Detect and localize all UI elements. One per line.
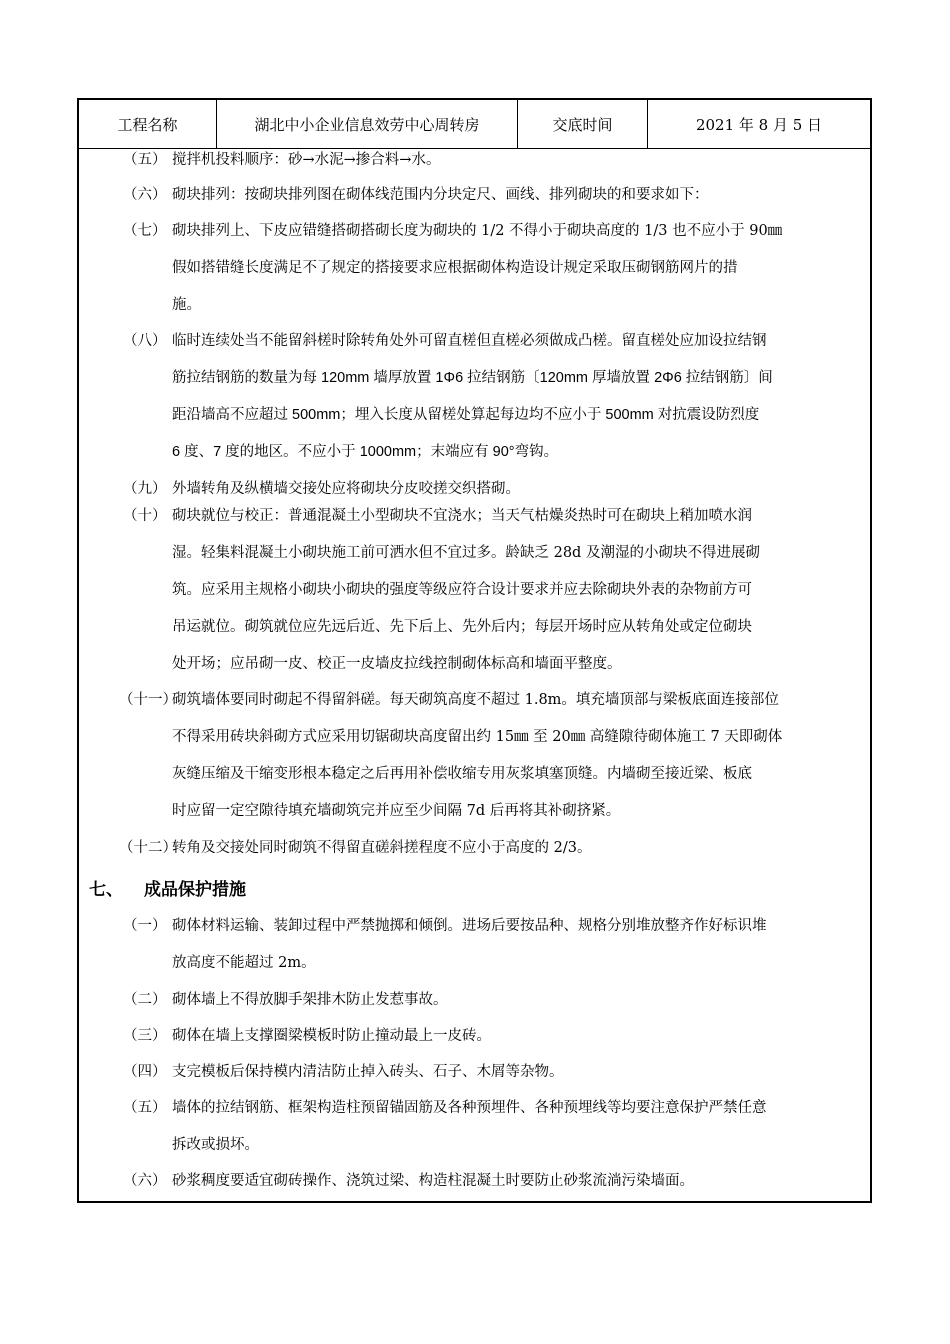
item-number: （六） xyxy=(123,187,167,203)
item-number: （十二） xyxy=(119,840,177,856)
item-number: （九） xyxy=(123,481,167,497)
item-line: 砌块排列：按砌块排列图在砌体线范围内分块定尺、画线、排列砌块的和要求如下： xyxy=(172,187,709,203)
item-number: （二） xyxy=(123,992,167,1008)
item-line: 墙体的拉结钢筋、框架构造柱预留锚固筋及各种预埋件、各种预埋线等均要注意保护严禁任意 xyxy=(172,1100,767,1116)
item-line: 支完模板后保持模内清洁防止掉入砖头、石子、木屑等杂物。 xyxy=(172,1064,564,1080)
section-number: 七、 xyxy=(89,880,123,900)
item-number: （三） xyxy=(123,1028,167,1044)
item-number: （十） xyxy=(123,508,167,524)
item-number: （十一） xyxy=(119,692,177,708)
item-number: （七） xyxy=(123,223,167,239)
item-number: （四） xyxy=(123,1064,167,1080)
section-heading xyxy=(89,882,246,899)
item-line: 时应留一定空隙待填充墙砌筑完并应至少间隔 7d 后再将其补砌挤紧。 xyxy=(172,803,621,819)
header-row xyxy=(79,100,870,149)
item-line: 拆改或损坏。 xyxy=(172,1137,259,1153)
item-line: 临时连续处当不能留斜槎时除转角处外可留直槎但直槎必须做成凸槎。留直槎处应加设拉结钢 xyxy=(172,333,767,349)
item-number: （六） xyxy=(123,1173,167,1189)
item-line: 放高度不能超过 2m。 xyxy=(172,955,316,971)
item-line: 外墙转角及纵横墙交接处应将砌块分皮咬搓交织搭砌。 xyxy=(172,481,520,497)
item-line: 施。 xyxy=(172,297,201,313)
item-line: 砂浆稠度要适宜砌砖操作、浇筑过梁、构造柱混凝土时要防止砂浆流淌污染墙面。 xyxy=(172,1173,694,1189)
item-line: 砌体材料运输、装卸过程中严禁抛掷和倾倒。进场后要按品种、规格分别堆放整齐作好标识堆 xyxy=(172,918,767,934)
item-number: （一） xyxy=(123,918,167,934)
item-line: 距沿墙高不应超过 500mm；埋入长度从留槎处算起每边均不应小于 500mm 对抗震设防烈度 xyxy=(172,407,760,423)
item-line: 转角及交接处同时砌筑不得留直磋斜搓程度不应小于高度的 2/3。 xyxy=(172,840,592,856)
item-number: （八） xyxy=(123,333,167,349)
item-line: 6 度、7 度的地区。不应小于 1000mm；末端应有 90°弯钩。 xyxy=(172,444,559,460)
item-line: 吊运就位。砌筑就位应先远后近、先下后上、先外后内；每层开场时应从转角处或定位砌块 xyxy=(172,619,752,635)
item-line: 筋拉结钢筋的数量为每 120mm 墙厚放置 1Φ6 拉结钢筋〔120mm 厚墙放置 2Φ6 拉结钢筋〕间 xyxy=(172,370,773,386)
item-line: 筑。应采用主规格小砌块小砌块的强度等级应符合设计要求并应去除砌块外表的杂物前方可 xyxy=(172,582,752,598)
section-title: 成品保护措施 xyxy=(144,880,246,900)
date-label: 交底时间 xyxy=(518,100,648,148)
item-number: （五） xyxy=(123,1100,167,1116)
date-value: 2021 年 8 月 5 日 xyxy=(695,115,823,134)
item-line: 砌块排列上、下皮应错缝搭砌搭砌长度为砌块的 1/2 不得小于砌块高度的 1/3 也不应小于 90㎜ xyxy=(172,223,783,239)
item-line: 砌块就位与校正：普通混凝土小型砌块不宜浇水；当天气枯燥炎热时可在砌块上稍加喷水润 xyxy=(172,508,752,524)
item-line: 砌体墙上不得放脚手架排木防止发惹事故。 xyxy=(172,992,448,1008)
project-name: 湖北中小企业信息效劳中心周转房 xyxy=(217,100,518,148)
item-number: （五） xyxy=(123,152,167,168)
item-line: 湿。轻集料混凝土小砌块施工前可洒水但不宜过多。龄缺乏 28d 及潮湿的小砌块不得进展砌 xyxy=(172,545,760,561)
item-line: 砌筑墙体要同时砌起不得留斜磋。每天砌筑高度不超过 1.8m。填充墙顶部与梁板底面连接部位 xyxy=(172,692,779,708)
item-line: 处开场；应吊砌一皮、校正一皮墙皮拉线控制砌体标高和墙面平整度。 xyxy=(172,656,622,672)
document-frame xyxy=(77,98,872,1203)
item-line: 搅拌机投料顺序：砂→水泥→掺合料→水。 xyxy=(172,152,441,168)
item-line: 砌体在墙上支撑圈梁模板时防止撞动最上一皮砖。 xyxy=(172,1028,491,1044)
project-label: 工程名称 xyxy=(79,100,217,148)
item-line: 假如搭错缝长度满足不了规定的搭接要求应根据砌体构造设计规定采取压砌钢筋网片的措 xyxy=(172,260,738,276)
item-line: 不得采用砖块斜砌方式应采用切锯砌块高度留出约 15㎜ 至 20㎜ 高缝隙待砌体施工 7 天即砌体 xyxy=(172,729,783,745)
item-line: 灰缝压缩及干缩变形根本稳定之后再用补偿收缩专用灰浆填塞顶缝。内墙砌至接近梁、板底 xyxy=(172,766,752,782)
